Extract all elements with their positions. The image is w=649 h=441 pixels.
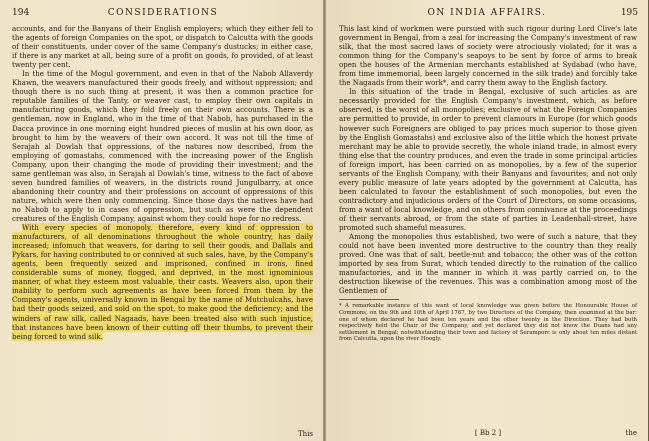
right-page-number: 195: [620, 8, 638, 18]
right-paragraph-1: This last kind of workmen were pursued with such rigour during Lord Clive's late government in Bengal, from a zeal for increasing the Company's investment of raw silk, that the most sacred laws of society were atrociously violated; for it was a common thing for the Company's seapoys to be sent by force of arms to break open the houses of the Armenian merchants established at Sydabad (who have, from time immemorial, been largely concerned in the silk trade) and forcibly take the Nagaads from their work*, and carry them away to the English factory.: [339, 24, 637, 88]
left-catchword: This: [297, 430, 313, 438]
left-paragraph-1: accounts, and for the Banyans of their English employers; which they either fell to the agents of foreign Companies on the spot, or dispatch to Calcutta with the goods of their constituents, under cover of the same Company's dustucks; in either case, if there is any market at all, being sure of a profit on goods, fo provided, of at least twenty per cent.: [12, 24, 313, 70]
right-page-foot: [339, 429, 637, 438]
footnote: * A remarkable instance of this want of local knowledge was given before the Honourable House of Commons, on the 9th and 10th of April 1767, by two Directors of the Company, then examined at the bar: one of whom declared he had been ten years and the other twenty in the Direction. They had both respectively held the Chair of the Company, and yet declared they did not know the Duans had any settlement in Bengal; notwithstanding their town and factory of Seramporc is only about ten miles distant from Calcutta, upon the river Hoogly.: [339, 303, 637, 343]
footnote-rule: [339, 299, 399, 300]
book-gutter: [323, 0, 326, 441]
right-page: [324, 0, 648, 441]
left-page-body: [12, 24, 313, 437]
left-paragraph-2: In the time of the Mogul government, and even in that of the Nabob Allaverdy Khawn, the weavers manufactured their goods freely, and without oppression; and though there is no such thing at present, it was then a common practice for reputable families of the Tanty, or weaver cast, to employ their own capitals in manufacturing goods, which they fold freely on their own accounts. There is a gentleman, now in England, who in the time of that Nabob, has purchased in the Dacca province in one morning eight hundred pieces of muslin at his own door, as brought to him by the weavers of their own accord. It was not till the time of Serajah al Dowlah that oppressions, of the natures now described, from the employing of gomastahs, commenced with the increasing power of the English Company, upon their changing the mode of providing their investment; and the same gentleman was also, in Serajah al Dowlah's time, witness to the fact of above seven hundred families of weavers, in the districts round Jungulbarry, at once abandoning their country and their professions on account of oppressions of this nature, which were then only commencing. Since those days the natives have had no Nabob to apply to in cases of oppression, but such as were the dependent creatures of the English Company, against whom they could hope for no redress.: [12, 69, 313, 223]
left-running-head: [12, 8, 314, 22]
right-paragraph-2: In this situation of the trade in Bengal, exclusive of such articles as are necessarily provided for the English Company's investment, which, as before observed, is the worst of all monopolies; exclusive of what the Foreign Companies are permitted to provide, in order to prevent clamours in Europe (for which goods however such Foreigners are obliged to pay prices much superior to those given by the English Gomastahs) and exclusive also of the little which the honest private merchant may be able to provide secretly, the whole inland trade, in almost every thing else that the country produces, and even the trade in some principal articles of foreign import, has been carried on as monopolies, by a few of the superior servants of the English Company, with their Banyans and favourites; and not only every public measure of late years adopted by the government at Calcutta, has been calculated to favour the establishment of such monopolies, but even the contradictory and injudicious orders of the Court of Directors, on some occasions, from a want of local knowledge, and on others from connivance at the proceedings of their servants abroad, or from the state of parties in Leadenhall-street, have promoted such shameful measures.: [339, 87, 637, 233]
left-paragraph-3: [12, 223, 313, 341]
right-paragraph-3: Among the monopolies thus established, two were of such a nature, that they could not have been invented more destructive to the country than they really proved. One was that of salt, beetle-nut and tobacco; the other was of the cotton imported by sea from Surat, which tended directly to the ruination of the callico manufactories, and in the manner in which it was partly carried on, to the destruction likewise of the revenues. This was a combination among most of the Gentlemen of: [339, 232, 637, 296]
signature-mark: [ Bb 2 ]: [474, 429, 502, 437]
right-catchword: the: [625, 429, 637, 437]
left-page-title: CONSIDERATIONS: [107, 8, 219, 18]
right-page-title: ON INDIA AFFAIRS.: [427, 8, 547, 18]
right-running-head: [336, 8, 638, 22]
highlighted-text: With every species of monopoly, therefore, every kind of oppression to manufacturers, of all denominations throughout the whole country, has daily increased; infomuch that weavers, for daring to sell their goods, and Dallals and Pykars, for having contributed to or connived at such sales, have, by the Company's agents, been frequently seized and imprisoned, confined in irons, fined considerable sums of money, flogged, and deprived, in the most ignominious manner, of what they esteem most valuable, their casts. Weavers also, upon their inability to perform such agreements as have been forced from them by the Company's agents, universally known in Bengal by the name of Mutchulcahs, have had their goods seized, and sold on the spot, to make good the deficiency; and the winders of raw silk, called Nagaads, have been treated also with such injustice, that instances have been known of their cutting off their thumbs, to prevent their being forced to wind silk.: [12, 223, 313, 341]
right-page-body: [339, 24, 637, 437]
left-page-number: 194: [12, 8, 30, 18]
left-page: [0, 0, 324, 441]
